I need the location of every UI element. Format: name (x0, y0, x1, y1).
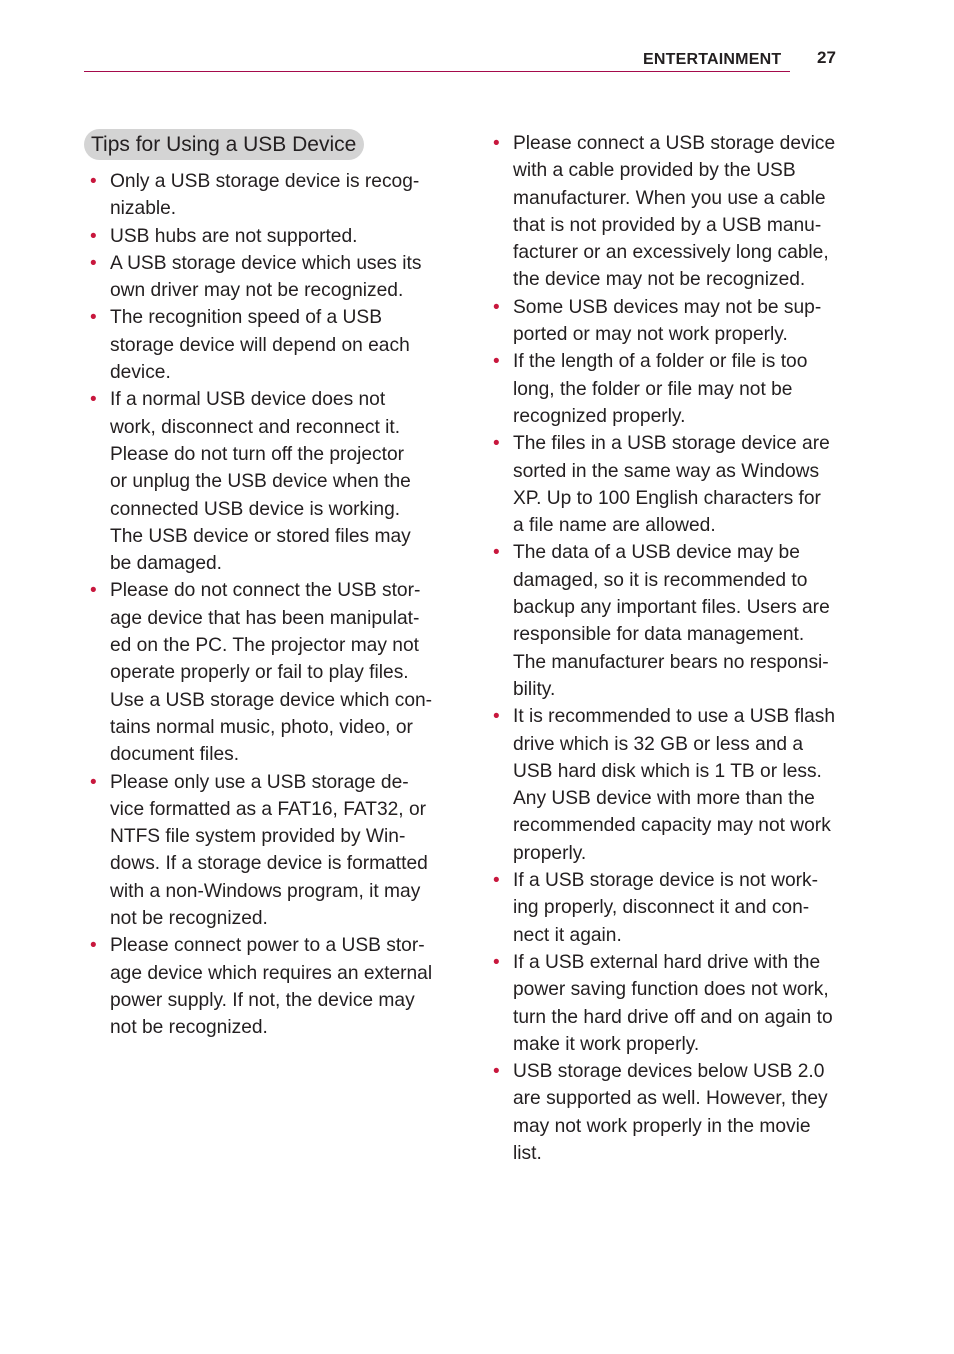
list-item-text-line: own driver may not be recognized. (110, 280, 404, 302)
list-item-text-line: sorted in the same way as Windows (513, 460, 820, 482)
list-item-text-line: document files. (110, 744, 240, 766)
list-item-text-line: connected USB device is working. (110, 498, 401, 520)
list-item-text-line: If a normal USB device does not (110, 389, 386, 411)
list-item (493, 1058, 845, 1167)
header-rule (84, 71, 790, 72)
list-item-text-line: The files in a USB storage device are (513, 433, 830, 455)
list-item-text-line: with a cable provided by the USB (513, 160, 796, 182)
section-heading: Tips for Using a USB Device (84, 129, 364, 160)
list-item (90, 386, 442, 577)
bullet-icon: • (493, 1061, 500, 1083)
list-item (90, 577, 442, 768)
list-item-text-line: ed on the PC. The projector may not (110, 635, 419, 657)
list-item-text-line: ported or may not work properly. (513, 324, 788, 346)
bullet-icon: • (493, 542, 500, 564)
list-item-text-line: Please only use a USB storage de- (110, 771, 409, 793)
list-item-text-line: or unplug the USB device when the (110, 471, 411, 493)
list-item-text-line: power supply. If not, the device may (110, 989, 415, 1011)
list-item-text-line: drive which is 32 GB or less and a (513, 733, 804, 755)
list-item-text-line: age device that has been manipulat- (110, 607, 420, 629)
list-item-text-line: responsible for data management. (513, 624, 805, 646)
list-item-text-line: tains normal music, photo, video, or (110, 716, 413, 738)
list-item-text-line: Please do not turn off the projector (110, 443, 405, 465)
list-item-text-line: a file name are allowed. (513, 515, 716, 537)
left-bullet-list (90, 168, 442, 1042)
list-item (493, 539, 845, 703)
page-number: 27 (817, 48, 836, 67)
bullet-icon: • (493, 133, 500, 154)
list-item-text-line: ing properly, disconnect it and con- (513, 897, 810, 919)
section-title: ENTERTAINMENT (643, 51, 782, 68)
list-item (90, 304, 442, 386)
bullet-icon: • (90, 307, 97, 329)
list-item-text-line: operate properly or fail to play files. (110, 662, 409, 684)
list-item (90, 932, 442, 1041)
list-item-text-line: storage device will depend on each (110, 334, 410, 356)
list-item (493, 867, 845, 949)
list-item (493, 130, 845, 294)
bullet-icon: • (493, 951, 500, 973)
list-item (90, 250, 442, 305)
list-item (90, 168, 442, 223)
bullet-icon: • (90, 171, 97, 192)
list-item-text-line: not be recognized. (110, 1017, 268, 1039)
list-item-text-line: work, disconnect and reconnect it. (110, 416, 401, 438)
list-item-text-line: Please connect power to a USB stor- (110, 935, 425, 957)
list-item-text-line: long, the folder or file may not be (513, 378, 793, 400)
list-item-text-line: It is recommended to use a USB flash (513, 706, 836, 728)
list-item-text-line: If a USB storage device is not work- (513, 870, 818, 892)
list-item-text-line: nizable. (110, 198, 177, 220)
list-item (493, 430, 845, 539)
list-item-text-line: the device may not be recognized. (513, 269, 806, 291)
list-item-text-line: may not work properly in the movie (513, 1115, 811, 1137)
list-item (90, 769, 442, 933)
list-item-text-line: turn the hard drive off and on again to (513, 1006, 833, 1028)
list-item-text-line: XP. Up to 100 English characters for (513, 487, 821, 509)
bullet-icon: • (493, 296, 500, 318)
list-item-text-line: facturer or an excessively long cable, (513, 242, 829, 264)
list-item (493, 348, 845, 430)
bullet-icon: • (493, 351, 500, 373)
list-item-text-line: nect it again. (513, 924, 622, 946)
list-item-text-line: Any USB device with more than the (513, 788, 815, 810)
list-item-text-line: The recognition speed of a USB (110, 307, 382, 329)
bullet-icon: • (90, 580, 97, 602)
list-item (493, 703, 845, 867)
bullet-icon: • (90, 771, 97, 793)
list-item-text-line: vice formatted as a FAT16, FAT32, or (110, 798, 427, 820)
list-item-text-line: Use a USB storage device which con- (110, 689, 433, 711)
list-item-text-line: age device which requires an external (110, 962, 433, 984)
list-item-text-line: with a non-Windows program, it may (110, 880, 421, 902)
list-item-text-line: The manufacturer bears no responsi- (513, 651, 829, 673)
list-item-text-line: If the length of a folder or file is too (513, 351, 808, 373)
list-item-text-line: Only a USB storage device is recog- (110, 171, 420, 192)
list-item (90, 223, 442, 250)
bullet-icon: • (90, 225, 97, 247)
list-item-text-line: USB hard disk which is 1 TB or less. (513, 760, 822, 782)
bullet-icon: • (90, 935, 97, 957)
list-item-text-line: USB hubs are not supported. (110, 225, 358, 247)
list-item-text-line: Some USB devices may not be sup- (513, 296, 822, 318)
bullet-icon: • (493, 433, 500, 455)
list-item-text-line: power saving function does not work, (513, 979, 829, 1001)
right-bullet-list (493, 130, 845, 1167)
list-item (493, 294, 845, 349)
list-item-text-line: bility. (513, 678, 556, 700)
list-item-text-line: be damaged. (110, 553, 223, 575)
list-item-text-line: list. (513, 1142, 542, 1164)
list-item-text-line: dows. If a storage device is formatted (110, 853, 428, 875)
list-item-text-line: If a USB external hard drive with the (513, 951, 821, 973)
bullet-icon: • (493, 870, 500, 892)
list-item-text-line: USB storage devices below USB 2.0 (513, 1061, 825, 1083)
list-item (493, 949, 845, 1058)
list-item-text-line: recommended capacity may not work (513, 815, 831, 837)
list-item-text-line: Please connect a USB storage device (513, 133, 836, 154)
list-item-text-line: NTFS file system provided by Win- (110, 826, 406, 848)
bullet-icon: • (90, 389, 97, 411)
list-item-text-line: manufacturer. When you use a cable (513, 187, 826, 209)
list-item-text-line: recognized properly. (513, 405, 686, 427)
list-item-text-line: The USB device or stored files may (110, 525, 411, 547)
list-item-text-line: Please do not connect the USB stor- (110, 580, 421, 602)
list-item-text-line: backup any important files. Users are (513, 597, 830, 619)
list-item-text-line: A USB storage device which uses its (110, 252, 422, 274)
list-item-text-line: device. (110, 362, 171, 384)
bullet-icon: • (90, 252, 97, 274)
bullet-icon: • (493, 706, 500, 728)
list-item-text-line: damaged, so it is recommended to (513, 569, 808, 591)
list-item-text-line: not be recognized. (110, 908, 268, 930)
list-item-text-line: are supported as well. However, they (513, 1088, 828, 1110)
list-item-text-line: that is not provided by a USB manu- (513, 214, 822, 236)
list-item-text-line: make it work properly. (513, 1033, 700, 1055)
list-item-text-line: The data of a USB device may be (513, 542, 800, 564)
list-item-text-line: properly. (513, 842, 587, 864)
